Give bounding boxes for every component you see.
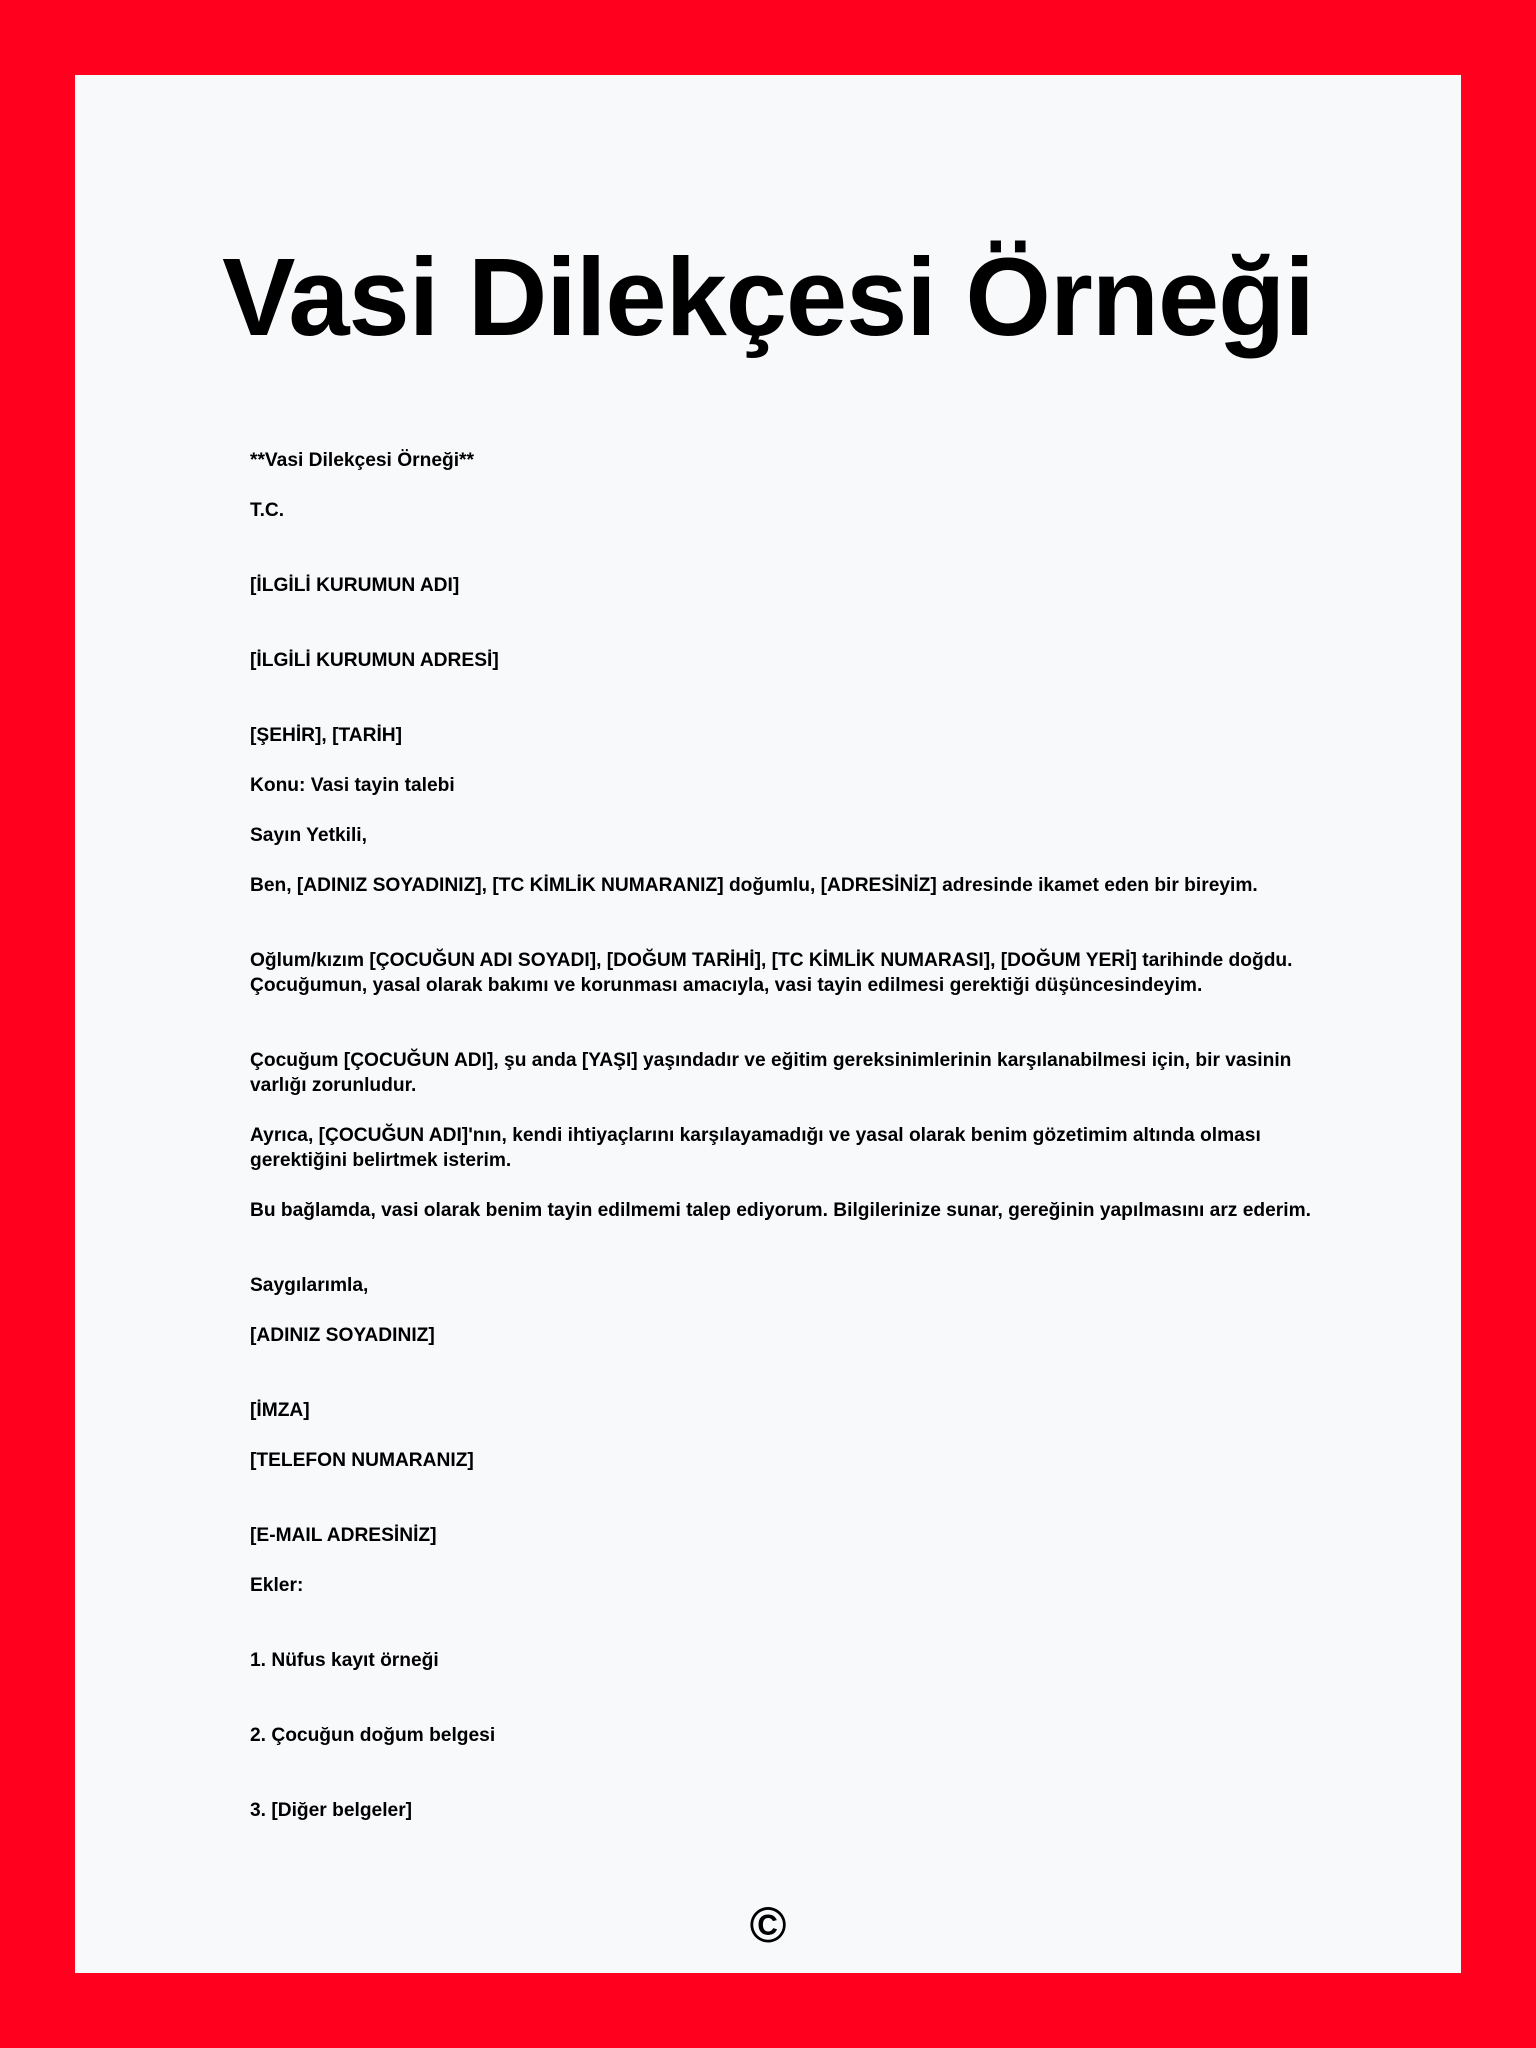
tc-label: T.C.: [250, 500, 285, 521]
closing: Saygılarımla,: [250, 1275, 369, 1296]
attachment-item: 1. Nüfus kayıt örneği: [250, 1650, 439, 1671]
phone-placeholder: [TELEFON NUMARANIZ]: [250, 1450, 474, 1471]
document-page: [75, 75, 1461, 1973]
petition-heading: **Vasi Dilekçesi Örneği**: [250, 450, 474, 471]
institution-address: [İLGİLİ KURUMUN ADRESİ]: [250, 650, 499, 671]
email-placeholder: [E-MAIL ADRESİNİZ]: [250, 1525, 437, 1546]
attachment-item: 2. Çocuğun doğum belgesi: [250, 1725, 496, 1746]
salutation: Sayın Yetkili,: [250, 825, 367, 846]
document-title: Vasi Dilekçesi Örneği: [222, 236, 1314, 359]
paragraph-intro: Ben, [ADINIZ SOYADINIZ], [TC KİMLİK NUMARANIZ] doğumlu, [ADRESİNİZ] adresinde ikamet eden bir bireyim.: [250, 875, 1258, 896]
paragraph-child-age: Çocuğum [ÇOCUĞUN ADI], şu anda [YAŞI] yaşındadır ve eğitim gereksinimlerinin karşılanabilmesi için, bir vasinin varlığı zorunludur.: [250, 1050, 1292, 1096]
attachments-label: Ekler:: [250, 1575, 304, 1596]
city-date: [ŞEHİR], [TARİH]: [250, 725, 403, 746]
subject-line: Konu: Vasi tayin talebi: [250, 775, 455, 796]
institution-name: [İLGİLİ KURUMUN ADI]: [250, 575, 460, 596]
applicant-name: [ADINIZ SOYADINIZ]: [250, 1325, 435, 1346]
signature-placeholder: [İMZA]: [250, 1400, 310, 1421]
copyright-icon: ©: [749, 1897, 787, 1953]
paragraph-needs: Ayrıca, [ÇOCUĞUN ADI]'nın, kendi ihtiyaçlarını karşılayamadığı ve yasal olarak benim gözetimim altında olması gerektiğini belirtmek isterim.: [250, 1125, 1261, 1171]
attachment-item: 3. [Diğer belgeler]: [250, 1800, 413, 1821]
paragraph-child-info: Oğlum/kızım [ÇOCUĞUN ADI SOYADI], [DOĞUM TARİHİ], [TC KİMLİK NUMARASI], [DOĞUM YERİ] tarihinde doğdu. Çocuğumun, yasal olarak bakımı ve korunması amacıyla, vasi tayin edilmesi gerektiği düşüncesindeyim.: [250, 950, 1293, 996]
paragraph-request: Bu bağlamda, vasi olarak benim tayin edilmemi talep ediyorum. Bilgilerinize sunar, gereğinin yapılmasını arz ederim.: [250, 1200, 1311, 1221]
